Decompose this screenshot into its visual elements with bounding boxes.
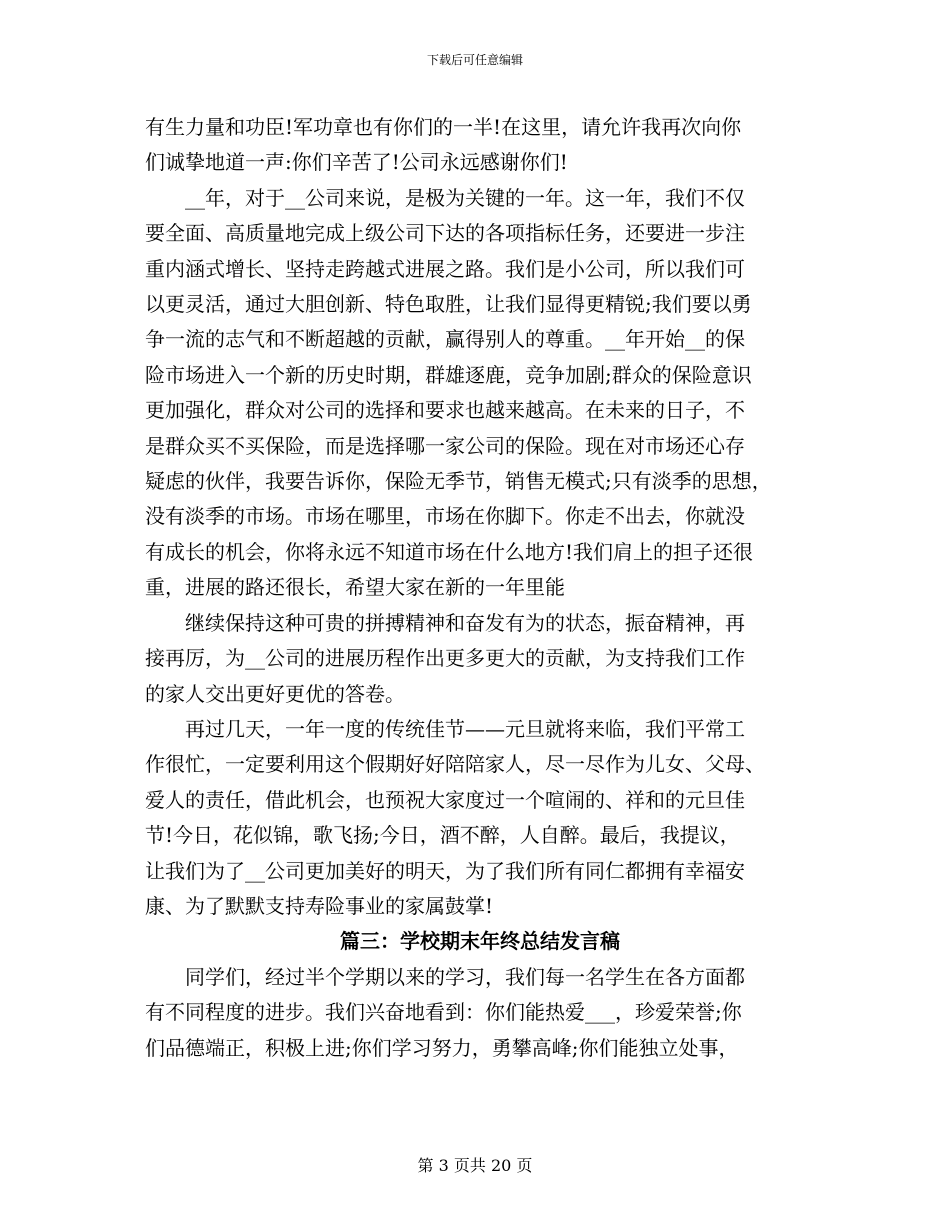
- text-line: 继续保持这种可贵的拼搏精神和奋发有为的状态，振奋精神，再: [185, 610, 745, 635]
- document-body: [145, 110, 815, 1066]
- paragraph: [145, 606, 815, 712]
- paragraph: [145, 110, 815, 181]
- text-line: 康、为了默默支持寿险事业的家属鼓掌!: [145, 893, 494, 918]
- text-line: 的家人交出更好更优的答卷。: [145, 681, 405, 706]
- text-line: 同学们，经过半个学期以来的学习，我们每一名学生在各方面都: [185, 964, 745, 989]
- text-line: 让我们为了__公司更加美好的明天，为了我们所有同仁都拥有幸福安: [145, 858, 745, 883]
- text-line: 重内涵式增长、坚持走跨越式进展之路。我们是小公司，所以我们可: [145, 256, 745, 281]
- text-line: 有成长的机会，你将永远不知道市场在什么地方!我们肩上的担子还很: [145, 539, 754, 564]
- paragraph: [145, 181, 815, 606]
- text-line: 以更灵活，通过大胆创新、特色取胜，让我们显得更精锐;我们要以勇: [145, 292, 752, 317]
- text-line: 险市场进入一个新的历史时期，群雄逐鹿，竞争加剧;群众的保险意识: [145, 362, 752, 387]
- text-line: 有不同程度的进步。我们兴奋地看到：你们能热爱___，珍爱荣誉;你: [145, 1000, 742, 1025]
- text-line: 有生力量和功臣!军功章也有你们的一半!在这里，请允许我再次向你: [145, 115, 742, 139]
- paragraph: [145, 960, 815, 1066]
- text-line: 接再厉，为__公司的进展历程作出更多更大的贡献，为支持我们工作: [145, 646, 745, 671]
- text-line: 是群众买不买保险，而是选择哪一家公司的保险。现在对市场还心存: [145, 433, 745, 458]
- text-line: 爱人的责任，借此机会，也预祝大家度过一个喧闹的、祥和的元旦佳: [145, 787, 745, 812]
- text-line: 争一流的志气和不断超越的贡献，赢得别人的尊重。__年开始__的保: [145, 327, 745, 352]
- text-line: 节!今日，花似锦，歌飞扬;今日，酒不醉，人自醉。最后，我提议，: [145, 823, 740, 848]
- text-line: 再过几天，一年一度的传统佳节——元旦就将来临，我们平常工: [185, 716, 745, 741]
- text-line: 要全面、高质量地完成上级公司下达的各项指标任务，还要进一步注: [145, 221, 745, 246]
- text-line: 没有淡季的市场。市场在哪里，市场在你脚下。你走不出去，你就没: [145, 504, 745, 529]
- text-line: 作很忙，一定要利用这个假期好好陪陪家人，尽一尽作为儿女、父母、: [145, 752, 765, 777]
- page-number: 第 3 页共 20 页: [417, 1156, 533, 1175]
- text-line: 疑虑的伙伴，我要告诉你，保险无季节，销售无模式;只有淡季的思想，: [145, 469, 772, 494]
- page-header: 下载后可任意编辑: [426, 53, 523, 67]
- text-line: 们品德端正，积极上进;你们学习努力，勇攀高峰;你们能独立处事，: [145, 1035, 739, 1060]
- text-line: 更加强化，群众对公司的选择和要求也越来越高。在未来的日子，不: [145, 398, 745, 423]
- section-title: 篇三：学校期末年终总结发言稿: [340, 929, 620, 954]
- text-line: 重，进展的路还很长，希望大家在新的一年里能: [145, 575, 565, 600]
- text-line: 们诚挚地道一声:你们辛苦了!公司永远感谢你们!: [145, 150, 568, 175]
- paragraph: [145, 712, 815, 924]
- text-line: __年，对于__公司来说，是极为关键的一年。这一年，我们不仅: [185, 185, 745, 210]
